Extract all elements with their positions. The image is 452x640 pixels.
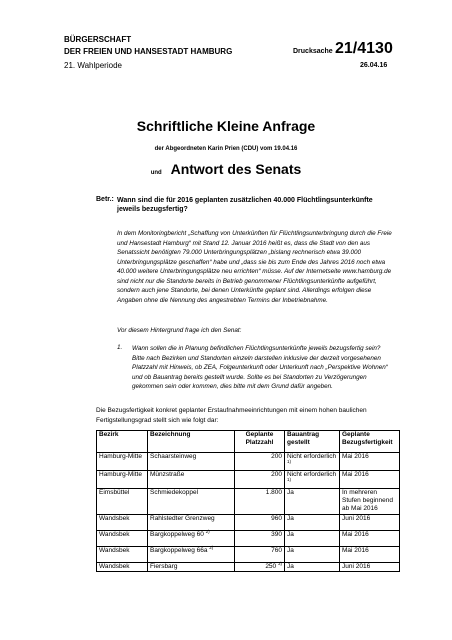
cell-platzzahl: 200 <box>235 470 285 488</box>
cell-bezugsfertigkeit: Juni 2016 <box>340 514 400 530</box>
institution-line-1: BÜRGERSCHAFT <box>64 35 132 44</box>
answer-intro: Die Bezugsfertigkeit konkret geplanter Erstaufnahmeeinrichtungen mit einem hohen baulichen Fertigstellungsgrad stellt sich wie folgt dar: <box>96 407 367 424</box>
cell-bezugsfertigkeit: Mai 2016 <box>340 470 400 488</box>
und-label: und <box>150 170 162 176</box>
question-number: 1. <box>117 344 123 351</box>
document-date: 26.04.16 <box>360 62 388 69</box>
cell-platzzahl: 760 <box>235 546 285 562</box>
answer-heading <box>0 161 452 179</box>
cell-bauantrag: Ja <box>285 562 340 571</box>
question-preamble: In dem Monitoringbericht „Schaffung von Unterkünften für Flüchtlingsunterbringung durch die Freie und Hansestadt Hamburg“ mit Stand 12. Januar 2016 heißt es, dass die Stadt von den aus Senatssicht benötigten 79.000 Unterbringungsplätzen „bislang rechnerisch etwa 39.000 Unterbringungsplätze geschaffen“ habe und „dass sie bis zum Ende des Jahres 2016 noch etwa 40.000 weitere Unterbringungsplätze neu errichten“ müsse. Auf der Internetseite www.hamburg.de sind nicht nur die Standorte bereits in Betrieb genommener Flüchtlingsunterkünfte aufgeführt, sondern auch jene Standorte, bei denen Unterkünfte geplant sind. Allerdings erfolgen diese Angaben ohne die Nennung des angestrebten Termins der Inbetriebnahme. <box>117 230 392 304</box>
answer-title: Antwort des Senats <box>170 161 302 177</box>
cell-bauantrag-text: Nicht erforderlich <box>287 453 337 460</box>
cell-bauantrag <box>285 453 340 471</box>
cell-bezirk: Wandsbek <box>97 546 148 562</box>
drucksache-number: 21/4130 <box>335 40 393 57</box>
cell-bauantrag <box>285 470 340 488</box>
cell-bauantrag: Ja <box>285 530 340 546</box>
header-bezugsfertigkeit: Geplante Bezugsfertigkeit <box>340 431 400 453</box>
cell-bezirk: Hamburg-Mitte <box>97 453 148 471</box>
betreff-label: Betr.: <box>96 196 114 203</box>
table-row <box>97 470 400 488</box>
footnote-marker: 3) <box>277 560 282 566</box>
header-platzzahl: Geplante Platzzahl <box>235 431 285 453</box>
header-bezeichnung: Bezeichnung <box>148 431 235 453</box>
cell-bezeichnung-text: Bargkoppelweg 60 <box>150 530 204 538</box>
cell-bauantrag-text: Nicht erforderlich <box>287 470 337 478</box>
cell-bezeichnung <box>148 562 235 571</box>
header-bezirk: Bezirk <box>97 431 148 453</box>
footnote-marker: 2) <box>205 528 210 534</box>
cell-bezeichnung-text: Fiersbarg <box>150 562 178 570</box>
cell-bezeichnung-text: Münzstraße <box>150 470 185 478</box>
cell-bezeichnung-text: Schmiedekoppel <box>150 488 199 496</box>
betreff-text: Wann sind die für 2016 geplanten zusätzlichen 40.000 Flüchtlingsunterkünfte jeweils bezugsfertig? <box>117 197 373 213</box>
cell-platzzahl: 960 <box>235 514 285 530</box>
cell-bezugsfertigkeit: Mai 2016 <box>340 546 400 562</box>
cell-bezeichnung-text: Schaarsteinweg <box>150 453 197 460</box>
cell-bezirk: Hamburg-Mitte <box>97 470 148 488</box>
cell-bezugsfertigkeit: Juni 2016 <box>340 562 400 571</box>
cell-bezeichnung-text: Bargkoppelweg 66a <box>150 546 208 554</box>
table-row <box>97 546 400 562</box>
cell-platzzahl: 200 <box>235 453 285 471</box>
cell-bauantrag: Ja <box>285 488 340 514</box>
cell-bezirk: Wandsbek <box>97 514 148 530</box>
cell-bezugsfertigkeit: Mai 2016 <box>340 530 400 546</box>
institution-name <box>64 34 232 58</box>
institution-line-2: DER FREIEN UND HANSESTADT HAMBURG <box>64 47 233 56</box>
cell-bezugsfertigkeit: Mai 2016 <box>340 453 400 471</box>
cell-platzzahl-text: 250 <box>265 562 277 570</box>
cell-bezeichnung <box>148 514 235 530</box>
table-row <box>97 453 400 471</box>
cell-platzzahl: 1.800 <box>235 488 285 514</box>
cell-bezugsfertigkeit: In mehreren Stufen beginnend ab Mai 2016 <box>340 488 400 514</box>
question-text: Wann sollen die in Planung befindlichen Flüchtlingsunterkünfte jeweils bezugsfertig sein? Bitte nach Bezirken und Standorten einzeln darstellen inklusive der derzeit vorgesehenen Platzzahl mit Hinweis, ob ZEA, Folgeunterkunft oder Unterkunft nach „Perspektive Wohnen“ und ob Bauantrag bereits gestellt wurde. Sollte es bei Standorten zu Verzögerungen gekommen sein oder kommen, dies bitte mit dem Grund dafür angeben. <box>132 345 388 390</box>
cell-bezeichnung <box>148 546 235 562</box>
drucksache-label: Drucksache <box>293 48 333 55</box>
cell-bauantrag: Ja <box>285 546 340 562</box>
cell-bezeichnung <box>148 470 235 488</box>
cell-bezirk: Eimsbüttel <box>97 488 148 514</box>
shelter-table <box>96 430 400 572</box>
document-subtitle: der Abgeordneten Karin Prien (CDU) vom 19.04.16 <box>154 146 298 152</box>
cell-bezirk: Wandsbek <box>97 530 148 546</box>
legislative-period: 21. Wahlperiode <box>64 61 122 70</box>
header-bauantrag: Bauantrag gestellt <box>285 431 340 453</box>
question-lead-in: Vor diesem Hintergrund frage ich den Senat: <box>117 327 242 334</box>
table-row <box>97 562 400 571</box>
footnote-marker: 2) <box>209 544 214 550</box>
table-row <box>97 514 400 530</box>
table-row <box>97 488 400 514</box>
cell-bezeichnung <box>148 488 235 514</box>
cell-bezeichnung-text: Rahlstedter Grenzweg <box>150 514 215 522</box>
footnote-marker: 1) <box>287 477 292 483</box>
table-row <box>97 530 400 546</box>
cell-bezeichnung <box>148 530 235 546</box>
cell-bezeichnung <box>148 453 235 471</box>
table-header-row <box>97 431 400 453</box>
cell-bauantrag: Ja <box>285 514 340 530</box>
cell-platzzahl <box>235 562 285 571</box>
cell-bezirk: Wandsbek <box>97 562 148 571</box>
document-title: Schriftliche Kleine Anfrage <box>136 118 316 134</box>
footnote-marker: 1) <box>287 459 292 465</box>
cell-platzzahl: 390 <box>235 530 285 546</box>
